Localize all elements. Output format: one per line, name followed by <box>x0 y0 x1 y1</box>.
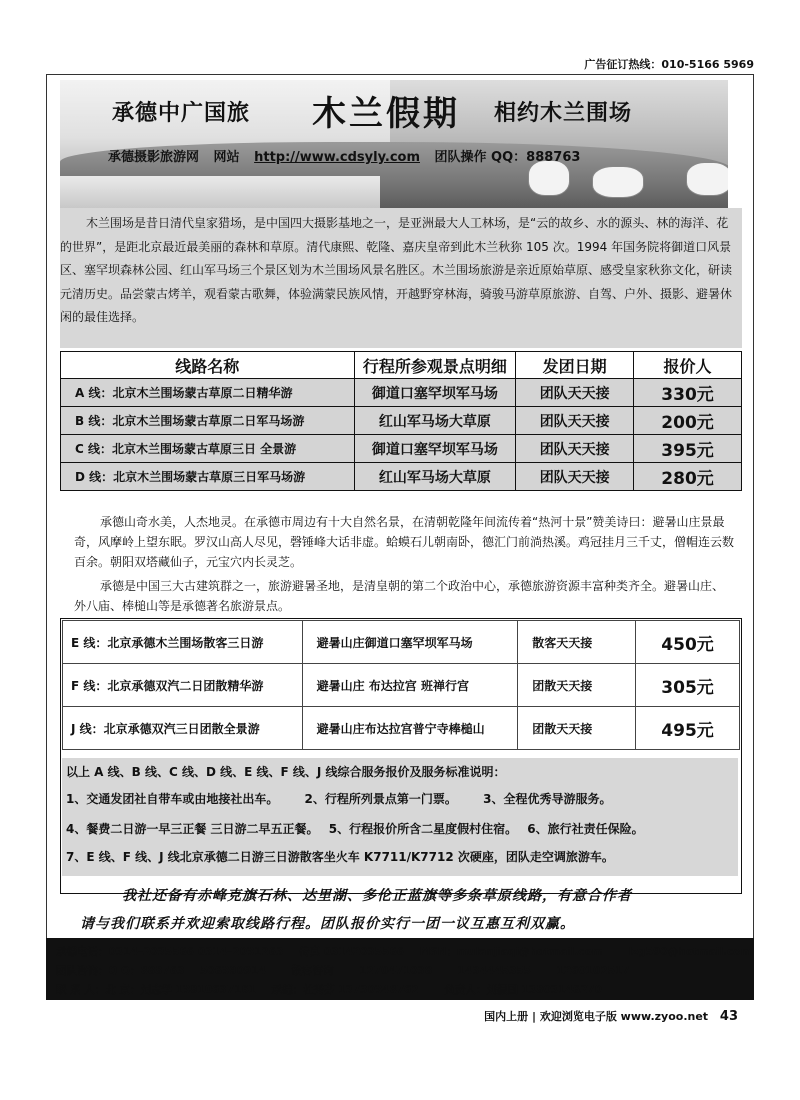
contact-qq: 1270471038 <box>359 965 433 977</box>
note-item: 5、行程报价所含二星度假村住宿。 <box>328 822 518 836</box>
route-spots: 红山军马场大草原 <box>354 407 516 435</box>
contact-label: 散客咨询 <box>291 965 334 977</box>
route-price: 305元 <box>636 664 740 707</box>
banner-slogan: 相约木兰围场 <box>494 101 633 126</box>
route-name: J 线：北京承德双汽三日团散全景游 <box>63 707 303 750</box>
contact-person: 联 系 人：北 京：刘志学 13810637161 <box>56 984 256 996</box>
notes-title: 以上 A 线、B 线、C 线、D 线、E 线、F 线、J 线综合服务报价及服务标准说明： <box>66 765 506 779</box>
contact-qq: 1434445355 <box>457 965 531 977</box>
route-spots: 避暑山庄布达拉宫普宁寺棒槌山 <box>302 707 518 750</box>
table-row <box>61 435 742 463</box>
route-price: 495元 <box>636 707 740 750</box>
website-link[interactable]: http://www.cdsyly.com <box>254 150 420 165</box>
route-date: 团队天天接 <box>516 463 634 491</box>
contact-person: 承德：杜秀芬 13730348762 <box>271 984 419 996</box>
banner-contact-line <box>108 146 590 165</box>
banner-main-title: 木兰假期 <box>312 94 460 134</box>
chengde-paragraph-2: 承德是中国三大古建筑群之一，旅游避暑圣地，是清皇朝的第二个政治中心，承德旅游资源丰富种类齐全。避暑山庄、外八庙、棒槌山等是承德著名旅游景点。 <box>74 579 725 613</box>
route-name: C 线：北京木兰围场蒙古草原三日 全景游 <box>61 435 355 463</box>
header-route: 线路名称 <box>61 352 355 379</box>
route-price: 395元 <box>634 435 742 463</box>
page-footer <box>484 1008 738 1024</box>
contact-msn[interactable]: MSN：mulanjiaqi@hotmail.com <box>419 946 603 958</box>
table-row <box>63 664 740 707</box>
route-date: 团队天天接 <box>516 435 634 463</box>
contact-qq: 团队咨询：Q Q：888763 <box>56 965 185 977</box>
route-spots: 御道口塞罕坝军马场 <box>354 379 516 407</box>
contact-qq: 1260102517 <box>556 965 630 977</box>
contact-fax: 传真 03142035566 <box>299 946 405 958</box>
table-row <box>63 707 740 750</box>
route-spots: 御道口塞罕坝军马场 <box>354 435 516 463</box>
lake-image <box>60 176 380 208</box>
contact-phone: 承德电话：0314–2035566 0314–2031263 <box>56 946 284 958</box>
cow-image <box>528 160 570 196</box>
route-date: 团散天天接 <box>518 707 636 750</box>
cooperation-invite <box>70 882 734 938</box>
banner-site-label: 网站 <box>213 150 240 165</box>
header-price: 报价人 <box>634 352 742 379</box>
route-spots: 避暑山庄御道口塞罕坝军马场 <box>302 621 518 664</box>
route-spots: 红山军马场大草原 <box>354 463 516 491</box>
route-table-mulan <box>60 351 742 491</box>
note-item: 4、餐费二日游一早三正餐 三日游二早五正餐。 <box>66 822 319 836</box>
table-row <box>61 379 742 407</box>
banner-brand: 承德摄影旅游网 <box>108 150 200 165</box>
banner-qq: 团队操作 QQ：888763 <box>434 150 581 165</box>
route-date: 团散天天接 <box>518 664 636 707</box>
note-item: 3、全程优秀导游服务。 <box>483 792 612 806</box>
route-price: 280元 <box>634 463 742 491</box>
contact-row <box>56 982 614 997</box>
note-item: 6、旅行社责任保险。 <box>527 822 644 836</box>
route-date: 团队天天接 <box>516 407 634 435</box>
route-table-chengde <box>62 620 740 750</box>
notes-line <box>66 790 633 807</box>
contact-person: 负责人：刘振国 13803146270 <box>444 984 602 996</box>
invite-line: 请与我们联系并欢迎索取线路行程。团队报价实行一团一议互惠互利双赢。 <box>80 916 575 932</box>
chengde-paragraph-1: 承德山奇水美，人杰地灵。在承德市周边有十大自然名景，在清朝乾隆年间流传着“热河十景”赞美诗曰：避暑山庄景最奇，风摩岭上望东眠。罗汉山高人尽见，磬锤峰大话非虚。蛤蟆石儿朝南卧，德汇门前淌热溪。鸡冠挂月三千丈，僧帽连云数百余。朝阳双塔藏仙子，元宝穴内长灵芝。 <box>74 515 735 569</box>
route-date: 散客天天接 <box>518 621 636 664</box>
note-item: 1、交通发团社自带车或由地接社出车。 <box>66 792 279 806</box>
cow-image <box>686 162 728 196</box>
notes-line <box>66 820 666 837</box>
table-row <box>63 621 740 664</box>
table-row <box>61 407 742 435</box>
header-date: 发团日期 <box>516 352 634 379</box>
contact-row <box>56 963 642 978</box>
route-name: F 线：北京承德双汽二日团散精华游 <box>63 664 303 707</box>
cow-image <box>592 166 644 198</box>
route-name: B 线：北京木兰围场蒙古草原二日军马场游 <box>61 407 355 435</box>
route-price: 450元 <box>636 621 740 664</box>
page-number: 43 <box>719 1009 738 1024</box>
table-row <box>61 463 742 491</box>
note-item: 2、行程所列景点第一门票。 <box>304 792 457 806</box>
footer-text: 国内上册 | 欢迎浏览电子版 www.zyoo.net <box>484 1010 709 1023</box>
ad-hotline: 广告征订热线：010-5166 5969 <box>584 58 754 71</box>
route-price: 200元 <box>634 407 742 435</box>
contact-email[interactable]: lzg590@hotmail.com <box>628 946 752 958</box>
table-header-row <box>61 352 742 379</box>
contact-row <box>56 944 763 959</box>
notes-line: 7、E 线、F 线、J 线北京承德二日游三日游散客坐火车 K7711/K7712 次硬座，团队走空调旅游车。 <box>66 850 614 864</box>
route-name: D 线：北京木兰围场蒙古草原三日军马场游 <box>61 463 355 491</box>
header-spots: 行程所参观景点明细 <box>354 352 516 379</box>
route-spots: 避暑山庄 布达拉宫 班禅行宫 <box>302 664 518 707</box>
contact-qq: 506390914 <box>200 965 266 977</box>
route-name: A 线：北京木兰围场蒙古草原二日精华游 <box>61 379 355 407</box>
route-price: 330元 <box>634 379 742 407</box>
invite-line: 我社还备有赤峰克旗石林、达里湖、多伦正蓝旗等多条草原线路，有意合作者 <box>122 888 632 904</box>
banner-agency-name: 承德中广国旅 <box>112 101 251 126</box>
route-date: 团队天天接 <box>516 379 634 407</box>
route-name: E 线：北京承德木兰围场散客三日游 <box>63 621 303 664</box>
intro-paragraph: 木兰围场是昔日清代皇家猎场，是中国四大摄影基地之一，是亚洲最大人工林场，是“云的故乡、水的源头、林的海洋、花的世界”，是距北京最近最美丽的森林和草原。清代康熙、乾隆、嘉庆皇帝到此木兰秋狝 105 次。1994 年国务院将御道口风景区、塞罕坝森林公园、红山军马场三个景区划为木兰围场风景名胜区。木兰围场旅游是亲近原始草原、感受皇家秋狝文化，研读元清历史。品尝蒙古烤羊，观看蒙古歌舞，体验满蒙民族风情，开越野穿林海，骑骏马游草原旅游、自驾、户外、摄影、避暑休闲的最佳选择。 <box>60 216 733 324</box>
